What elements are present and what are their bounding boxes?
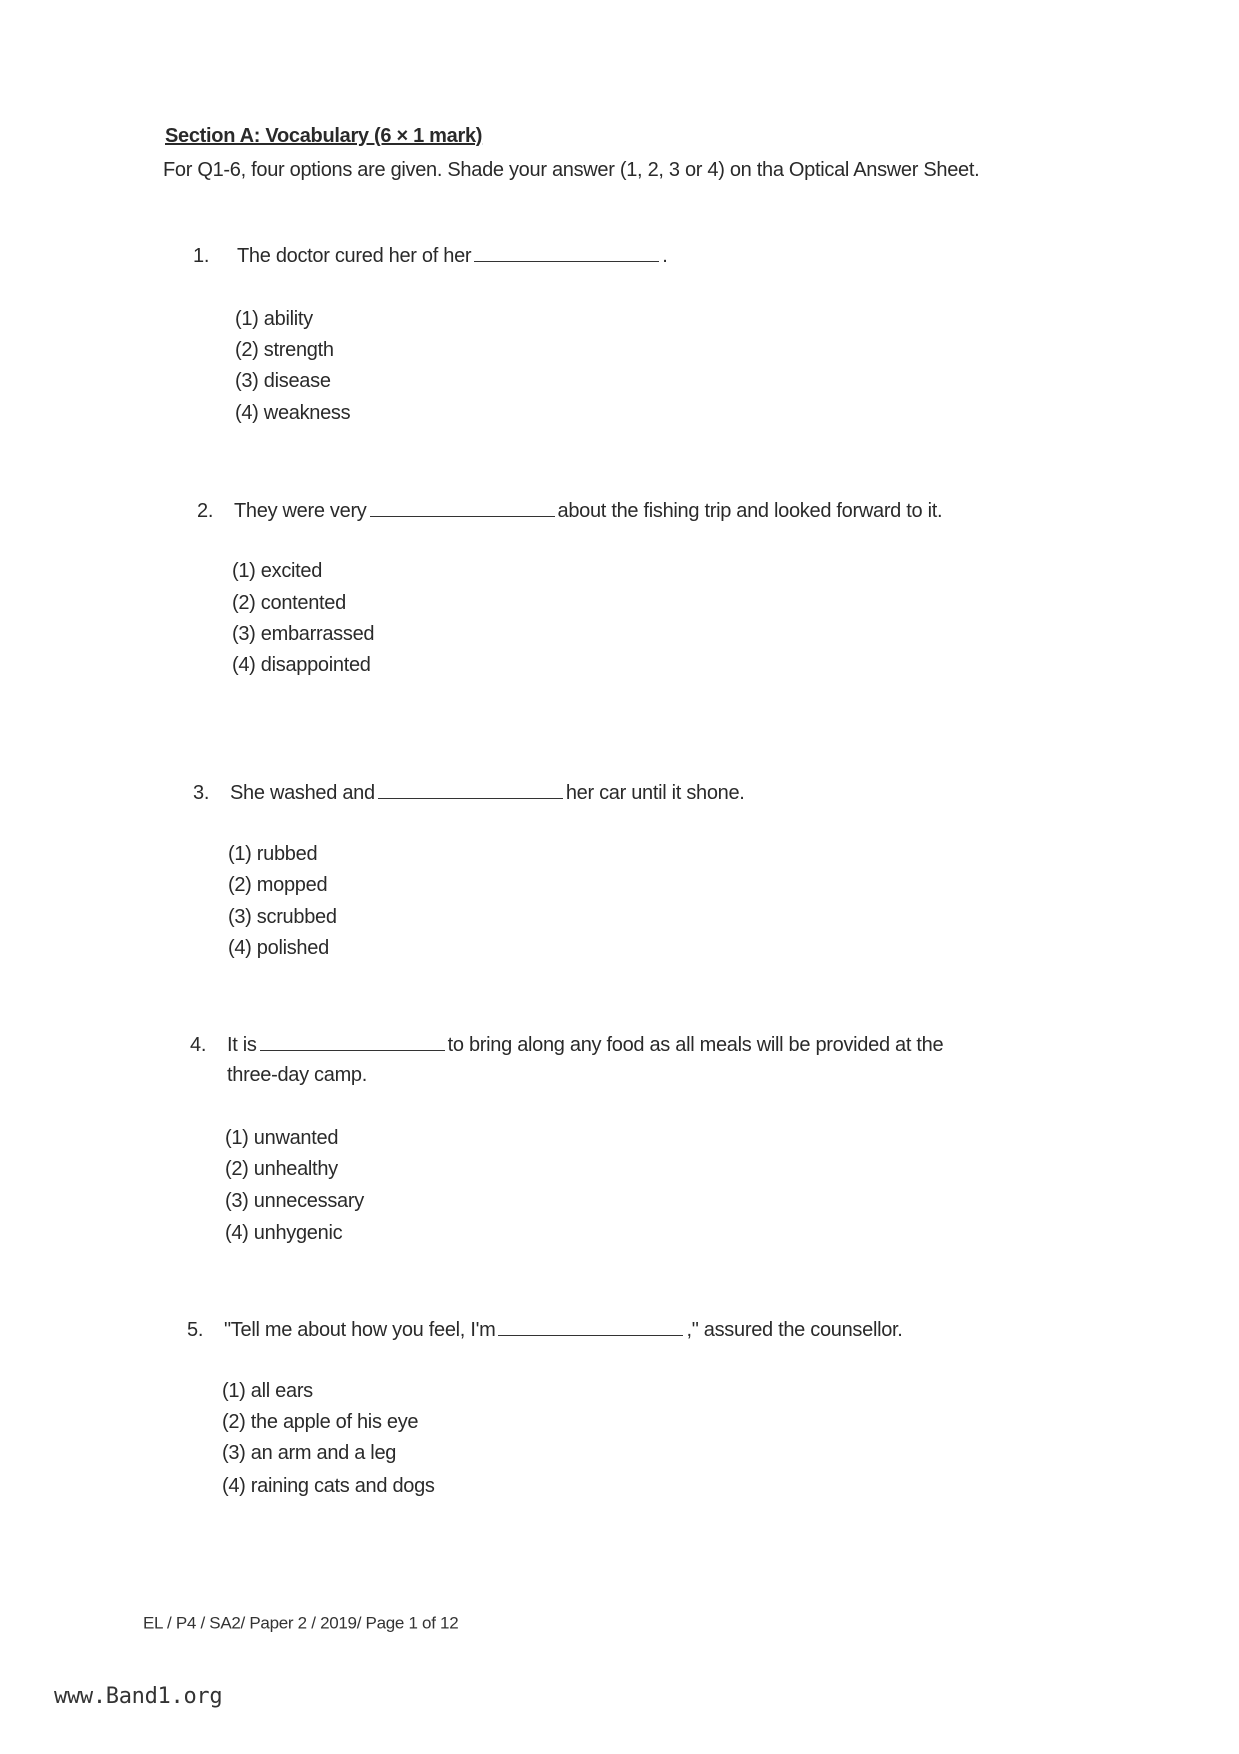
option: (4) polished — [228, 937, 329, 959]
question-number: 4. — [190, 1034, 207, 1056]
option: (1) all ears — [222, 1380, 313, 1402]
stem-after: to bring along any food as all meals will be provided at the — [447, 1034, 944, 1056]
page-footer: EL / P4 / SA2/ Paper 2 / 2019/ Page 1 of 12 — [143, 1613, 459, 1633]
stem-after: her car until it shone. — [565, 782, 745, 804]
option: (2) unhealthy — [225, 1158, 338, 1180]
answer-blank — [378, 784, 563, 799]
option: (4) raining cats and dogs — [222, 1475, 435, 1497]
question-stem-line2: three-day camp. — [227, 1064, 368, 1086]
option: (2) strength — [235, 339, 334, 361]
option: (1) excited — [232, 560, 323, 582]
option: (1) rubbed — [228, 843, 318, 865]
section-instruction: For Q1-6, four options are given. Shade your answer (1, 2, 3 or 4) on tha Optical Answer Sheet. — [163, 159, 980, 181]
option: (4) disappointed — [232, 654, 371, 676]
stem-before: They were very — [234, 500, 367, 522]
option: (3) embarrassed — [232, 623, 375, 645]
question-number: 2. — [197, 500, 214, 522]
option: (2) mopped — [228, 874, 328, 896]
option: (4) unhygenic — [225, 1222, 343, 1244]
question-number: 3. — [193, 782, 210, 804]
stem-before: The doctor cured her of her — [237, 245, 472, 267]
option: (4) weakness — [235, 402, 351, 424]
option: (1) unwanted — [225, 1127, 339, 1149]
option: (2) the apple of his eye — [222, 1411, 419, 1433]
option: (1) ability — [235, 308, 313, 330]
option: (3) scrubbed — [228, 906, 337, 928]
option: (2) contented — [232, 592, 346, 614]
stem-before: It is — [227, 1034, 257, 1056]
stem-after: . — [662, 245, 668, 267]
question-stem — [230, 783, 745, 803]
option: (3) unnecessary — [225, 1190, 364, 1212]
answer-blank — [260, 1036, 445, 1051]
stem-after: ," assured the counsellor. — [686, 1319, 903, 1341]
answer-blank — [370, 502, 555, 517]
answer-blank — [498, 1321, 683, 1336]
answer-blank — [474, 247, 659, 262]
question-stem — [224, 1320, 903, 1340]
question-stem — [237, 246, 668, 266]
stem-before: "Tell me about how you feel, I'm — [224, 1319, 496, 1341]
stem-after: about the fishing trip and looked forward to it. — [557, 500, 943, 522]
option: (3) an arm and a leg — [222, 1442, 397, 1464]
section-title: Section A: Vocabulary (6 × 1 mark) — [165, 125, 483, 147]
question-stem — [234, 501, 942, 521]
watermark: www.Band1.org — [50, 1684, 226, 1710]
question-number: 1. — [193, 245, 210, 267]
stem-before: She washed and — [230, 782, 375, 804]
question-stem — [227, 1035, 943, 1055]
question-number: 5. — [187, 1319, 204, 1341]
option: (3) disease — [235, 370, 331, 392]
